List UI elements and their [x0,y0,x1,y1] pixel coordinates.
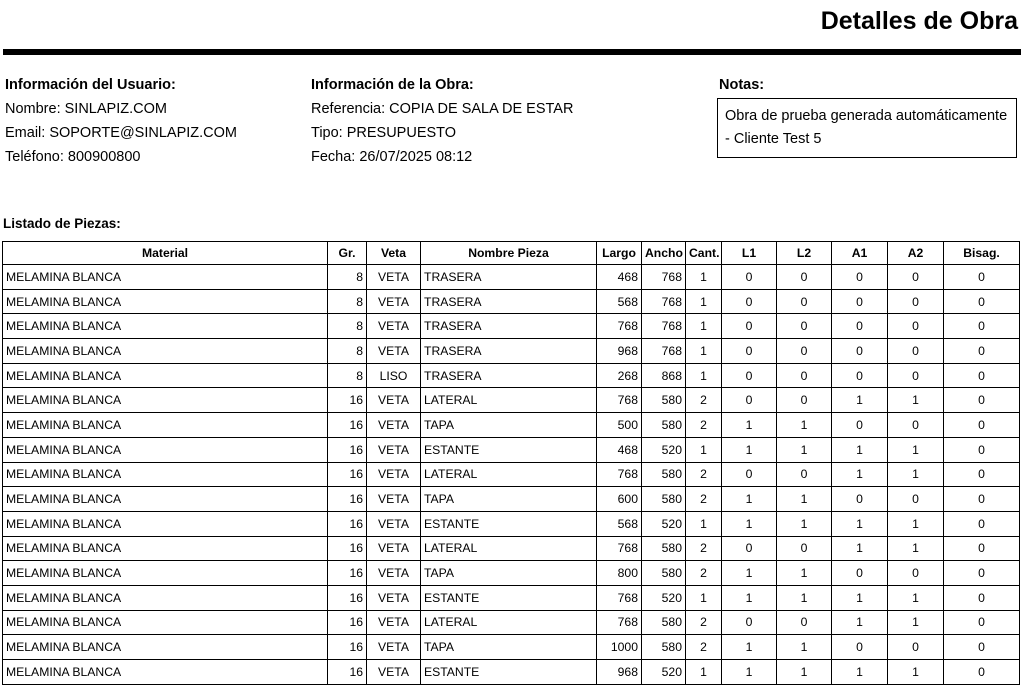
cell-material: MELAMINA BLANCA [3,437,328,462]
cell-a1: 0 [832,289,888,314]
cell-ancho: 520 [642,585,686,610]
cell-veta: VETA [367,437,421,462]
col-header-bisag: Bisag. [944,242,1020,265]
cell-l2: 1 [777,511,832,536]
cell-veta: VETA [367,388,421,413]
cell-gr: 8 [328,363,367,388]
project-type: Tipo: PRESUPUESTO [311,125,457,141]
cell-largo: 768 [597,462,642,487]
user-info-section [5,73,237,169]
cell-l2: 1 [777,561,832,586]
cell-nombre-pieza: LATERAL [421,610,597,635]
project-info-section [311,73,573,169]
page-title: Detalles de Obra [820,7,1018,35]
cell-material: MELAMINA BLANCA [3,561,328,586]
cell-gr: 16 [328,462,367,487]
table-row [3,388,1020,413]
project-reference: Referencia: COPIA DE SALA DE ESTAR [311,101,574,117]
project-date: Fecha: 26/07/2025 08:12 [311,149,473,165]
cell-largo: 768 [597,536,642,561]
cell-nombre-pieza: TAPA [421,561,597,586]
cell-largo: 1000 [597,635,642,660]
cell-veta: VETA [367,314,421,339]
table-row [3,289,1020,314]
cell-largo: 568 [597,289,642,314]
col-header-a2: A2 [888,242,944,265]
notes-section [719,73,764,97]
cell-nombre-pieza: ESTANTE [421,585,597,610]
cell-gr: 8 [328,265,367,290]
cell-ancho: 768 [642,339,686,364]
cell-largo: 768 [597,388,642,413]
user-name: Nombre: SINLAPIZ.COM [5,101,167,117]
cell-gr: 16 [328,660,367,685]
cell-l2: 0 [777,388,832,413]
cell-gr: 16 [328,388,367,413]
cell-a2: 0 [888,561,944,586]
cell-veta: VETA [367,413,421,438]
project-info-heading: Información de la Obra: [311,77,474,93]
col-header-gr: Gr. [328,242,367,265]
cell-veta: VETA [367,462,421,487]
cell-material: MELAMINA BLANCA [3,314,328,339]
cell-cant: 1 [686,660,722,685]
cell-a1: 0 [832,561,888,586]
user-email: Email: SOPORTE@SINLAPIZ.COM [5,125,237,141]
col-header-l1: L1 [722,242,777,265]
cell-material: MELAMINA BLANCA [3,363,328,388]
cell-veta: VETA [367,635,421,660]
table-row [3,561,1020,586]
cell-cant: 2 [686,635,722,660]
cell-a1: 1 [832,610,888,635]
cell-bisag: 0 [944,388,1020,413]
cell-bisag: 0 [944,437,1020,462]
cell-a1: 1 [832,462,888,487]
cell-gr: 8 [328,289,367,314]
cell-l2: 0 [777,339,832,364]
col-header-nombre-pieza: Nombre Pieza [421,242,597,265]
cell-material: MELAMINA BLANCA [3,610,328,635]
cell-nombre-pieza: LATERAL [421,536,597,561]
table-row [3,660,1020,685]
cell-bisag: 0 [944,585,1020,610]
cell-bisag: 0 [944,660,1020,685]
cell-l2: 1 [777,585,832,610]
cell-a2: 1 [888,536,944,561]
cell-a2: 1 [888,610,944,635]
cell-a2: 0 [888,339,944,364]
cell-veta: VETA [367,585,421,610]
cell-largo: 768 [597,585,642,610]
cell-veta: VETA [367,561,421,586]
cell-largo: 768 [597,314,642,339]
cell-gr: 16 [328,413,367,438]
cell-bisag: 0 [944,289,1020,314]
cell-ancho: 580 [642,462,686,487]
cell-l1: 1 [722,561,777,586]
cell-largo: 500 [597,413,642,438]
pieces-table-body [3,265,1020,685]
user-info-heading: Información del Usuario: [5,77,176,93]
table-row [3,635,1020,660]
cell-gr: 16 [328,561,367,586]
table-row [3,265,1020,290]
cell-l2: 1 [777,437,832,462]
col-header-largo: Largo [597,242,642,265]
cell-l1: 0 [722,314,777,339]
cell-veta: VETA [367,536,421,561]
cell-a1: 1 [832,437,888,462]
cell-l2: 0 [777,363,832,388]
table-row [3,511,1020,536]
cell-veta: VETA [367,339,421,364]
col-header-a1: A1 [832,242,888,265]
cell-a2: 0 [888,487,944,512]
cell-cant: 1 [686,314,722,339]
cell-gr: 16 [328,437,367,462]
col-header-l2: L2 [777,242,832,265]
cell-cant: 1 [686,339,722,364]
table-row [3,610,1020,635]
cell-a2: 1 [888,462,944,487]
cell-largo: 768 [597,610,642,635]
table-row [3,314,1020,339]
cell-cant: 1 [686,265,722,290]
cell-l1: 0 [722,265,777,290]
cell-material: MELAMINA BLANCA [3,413,328,438]
cell-l2: 0 [777,265,832,290]
table-row [3,585,1020,610]
cell-a2: 1 [888,585,944,610]
table-row [3,462,1020,487]
cell-ancho: 768 [642,314,686,339]
col-header-ancho: Ancho [642,242,686,265]
cell-l1: 0 [722,339,777,364]
table-row [3,339,1020,364]
cell-l2: 1 [777,487,832,512]
cell-ancho: 580 [642,413,686,438]
cell-a2: 1 [888,388,944,413]
cell-largo: 468 [597,437,642,462]
cell-bisag: 0 [944,561,1020,586]
cell-nombre-pieza: ESTANTE [421,511,597,536]
cell-nombre-pieza: TAPA [421,635,597,660]
table-row [3,536,1020,561]
cell-veta: VETA [367,265,421,290]
cell-veta: VETA [367,289,421,314]
cell-a2: 1 [888,437,944,462]
cell-material: MELAMINA BLANCA [3,339,328,364]
cell-cant: 2 [686,462,722,487]
cell-cant: 1 [686,437,722,462]
user-phone: Teléfono: 800900800 [5,149,141,165]
cell-a1: 1 [832,536,888,561]
cell-l2: 1 [777,635,832,660]
cell-l2: 1 [777,660,832,685]
cell-ancho: 520 [642,511,686,536]
cell-a1: 0 [832,363,888,388]
cell-largo: 968 [597,339,642,364]
cell-material: MELAMINA BLANCA [3,265,328,290]
cell-bisag: 0 [944,265,1020,290]
cell-nombre-pieza: TRASERA [421,289,597,314]
cell-bisag: 0 [944,339,1020,364]
cell-ancho: 520 [642,660,686,685]
cell-largo: 568 [597,511,642,536]
cell-veta: VETA [367,511,421,536]
cell-ancho: 768 [642,265,686,290]
cell-nombre-pieza: TRASERA [421,314,597,339]
cell-bisag: 0 [944,487,1020,512]
cell-cant: 2 [686,536,722,561]
cell-l1: 0 [722,462,777,487]
cell-a1: 0 [832,635,888,660]
cell-cant: 2 [686,610,722,635]
cell-ancho: 580 [642,536,686,561]
cell-a1: 0 [832,487,888,512]
cell-nombre-pieza: TAPA [421,413,597,438]
cell-gr: 8 [328,339,367,364]
cell-cant: 1 [686,511,722,536]
cell-veta: VETA [367,660,421,685]
cell-material: MELAMINA BLANCA [3,660,328,685]
cell-nombre-pieza: TRASERA [421,363,597,388]
col-header-material: Material [3,242,328,265]
cell-material: MELAMINA BLANCA [3,388,328,413]
cell-nombre-pieza: TRASERA [421,339,597,364]
cell-largo: 968 [597,660,642,685]
cell-gr: 16 [328,536,367,561]
cell-l1: 0 [722,610,777,635]
table-header-row [3,242,1020,265]
cell-a1: 0 [832,265,888,290]
cell-a2: 0 [888,314,944,339]
cell-bisag: 0 [944,363,1020,388]
cell-veta: LISO [367,363,421,388]
table-row [3,487,1020,512]
cell-ancho: 580 [642,610,686,635]
cell-material: MELAMINA BLANCA [3,511,328,536]
cell-material: MELAMINA BLANCA [3,635,328,660]
cell-largo: 268 [597,363,642,388]
pieces-list-heading: Listado de Piezas: [3,216,121,231]
cell-a1: 0 [832,413,888,438]
cell-cant: 2 [686,388,722,413]
cell-nombre-pieza: LATERAL [421,388,597,413]
cell-a2: 0 [888,289,944,314]
cell-bisag: 0 [944,511,1020,536]
cell-gr: 16 [328,511,367,536]
cell-bisag: 0 [944,610,1020,635]
cell-nombre-pieza: ESTANTE [421,437,597,462]
cell-gr: 16 [328,585,367,610]
cell-l2: 1 [777,413,832,438]
cell-largo: 600 [597,487,642,512]
cell-bisag: 0 [944,413,1020,438]
cell-l1: 1 [722,437,777,462]
cell-ancho: 520 [642,437,686,462]
cell-a2: 0 [888,265,944,290]
notes-box: Obra de prueba generada automáticamente - Cliente Test 5 [717,98,1017,158]
cell-nombre-pieza: TRASERA [421,265,597,290]
cell-ancho: 768 [642,289,686,314]
notes-heading: Notas: [719,77,765,93]
cell-cant: 2 [686,487,722,512]
cell-l1: 1 [722,635,777,660]
cell-l2: 0 [777,314,832,339]
cell-nombre-pieza: TAPA [421,487,597,512]
cell-ancho: 580 [642,561,686,586]
cell-cant: 2 [686,561,722,586]
cell-l1: 1 [722,511,777,536]
cell-l1: 1 [722,585,777,610]
cell-veta: VETA [367,610,421,635]
cell-l1: 1 [722,413,777,438]
col-header-veta: Veta [367,242,421,265]
cell-largo: 468 [597,265,642,290]
cell-l1: 1 [722,660,777,685]
cell-l1: 0 [722,363,777,388]
cell-material: MELAMINA BLANCA [3,487,328,512]
cell-material: MELAMINA BLANCA [3,536,328,561]
cell-material: MELAMINA BLANCA [3,585,328,610]
cell-l1: 0 [722,536,777,561]
cell-nombre-pieza: LATERAL [421,462,597,487]
cell-largo: 800 [597,561,642,586]
cell-a2: 0 [888,635,944,660]
cell-l1: 0 [722,388,777,413]
cell-l1: 1 [722,487,777,512]
cell-ancho: 868 [642,363,686,388]
pieces-table [2,241,1020,685]
cell-l1: 0 [722,289,777,314]
cell-a2: 1 [888,660,944,685]
cell-l2: 0 [777,536,832,561]
cell-a1: 1 [832,585,888,610]
cell-a2: 0 [888,363,944,388]
cell-gr: 16 [328,487,367,512]
cell-ancho: 580 [642,635,686,660]
cell-cant: 2 [686,413,722,438]
cell-bisag: 0 [944,635,1020,660]
cell-l2: 0 [777,289,832,314]
cell-ancho: 580 [642,487,686,512]
cell-a1: 0 [832,314,888,339]
cell-a2: 0 [888,413,944,438]
col-header-cant: Cant. [686,242,722,265]
cell-gr: 16 [328,610,367,635]
cell-a1: 1 [832,511,888,536]
cell-gr: 8 [328,314,367,339]
cell-gr: 16 [328,635,367,660]
cell-material: MELAMINA BLANCA [3,462,328,487]
cell-bisag: 0 [944,314,1020,339]
cell-cant: 1 [686,363,722,388]
cell-nombre-pieza: ESTANTE [421,660,597,685]
cell-a1: 1 [832,388,888,413]
table-row [3,413,1020,438]
table-row [3,437,1020,462]
cell-cant: 1 [686,585,722,610]
cell-l2: 0 [777,610,832,635]
cell-cant: 1 [686,289,722,314]
table-row [3,363,1020,388]
header-divider [3,49,1021,55]
cell-bisag: 0 [944,462,1020,487]
cell-a1: 0 [832,339,888,364]
cell-ancho: 580 [642,388,686,413]
cell-l2: 0 [777,462,832,487]
cell-a2: 1 [888,511,944,536]
cell-material: MELAMINA BLANCA [3,289,328,314]
cell-veta: VETA [367,487,421,512]
cell-a1: 1 [832,660,888,685]
cell-bisag: 0 [944,536,1020,561]
